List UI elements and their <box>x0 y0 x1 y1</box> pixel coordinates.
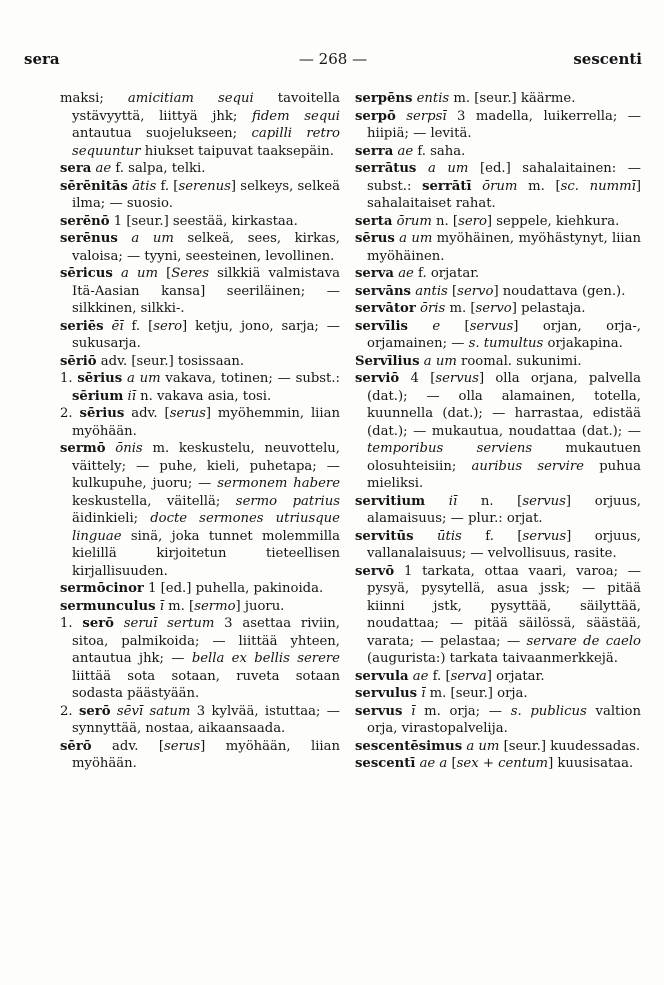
dictionary-entry <box>355 755 641 773</box>
headword: serō <box>82 616 114 631</box>
entry-text: m. [ <box>517 178 561 194</box>
headword: servula <box>355 668 409 684</box>
headword: serrātus <box>355 161 417 176</box>
entry-text: sēvī satum <box>116 703 191 719</box>
entry-text: Seres <box>171 266 209 281</box>
entry-text: myöhäinen, myöhästynyt, liian myöhäinen. <box>367 231 641 264</box>
dictionary-entry <box>355 703 641 738</box>
entry-text <box>416 161 428 176</box>
headword: sēricus <box>60 266 113 281</box>
headword: serrātī <box>422 178 472 194</box>
entry-text: ī <box>421 686 426 701</box>
entry-text: 1 [ed.] puhella, pakinoida. <box>143 581 324 596</box>
entry-text: adv. [ <box>124 406 170 421</box>
entry-text: m. [ <box>445 301 476 316</box>
entry-text: a um <box>423 353 457 369</box>
dictionary-entry <box>60 580 340 598</box>
headword: serō <box>78 703 111 719</box>
entry-text: f. [ <box>156 178 179 194</box>
entry-text: sermonem habere <box>217 476 340 491</box>
headword: sescentēsimus <box>355 738 463 754</box>
entry-text: tavoitella ystävyyttä, liittyä jhk; <box>72 91 340 124</box>
entry-text: ae <box>397 143 414 159</box>
dictionary-entry <box>355 738 641 756</box>
entry-text: serpsī <box>406 108 447 124</box>
entry-text: roomal. sukunimi. <box>456 353 582 369</box>
entry-text: ] orjuus, alamaisuus; — plur.: orjat. <box>367 493 641 526</box>
entry-text: ōrum <box>396 213 432 229</box>
entry-text <box>104 319 112 334</box>
dictionary-entry <box>355 108 641 143</box>
header-last-entry: sescenti <box>573 50 642 68</box>
entry-text: keskustella, väitellä; <box>72 493 236 509</box>
dictionary-entry <box>355 90 641 108</box>
entry-text: puhua mieliksi. <box>367 458 641 491</box>
entry-text <box>114 616 124 631</box>
dictionary-entry <box>355 668 641 686</box>
dictionary-entry <box>60 213 340 231</box>
headword: serpēns <box>355 91 413 106</box>
entry-text: bella ex bellis serere <box>191 651 340 666</box>
headword: sera <box>60 161 92 176</box>
entry-text: ] kuusisataa. <box>548 756 634 771</box>
entry-text: servare de caelo <box>526 633 641 649</box>
dictionary-entry <box>355 143 641 161</box>
entry-text: 1 [seur.] seestää, kirkastaa. <box>109 213 298 229</box>
entry-text: 3 asettaa riviin, sitoa, palmikoida; — liittää yhteen, antautua jhk; — <box>72 616 340 666</box>
entry-text: entis <box>416 91 450 106</box>
entry-text: n. vakava asia, tosi. <box>135 388 272 404</box>
entry-text: [ <box>157 266 172 281</box>
entry-text: ae a <box>419 756 448 771</box>
dictionary-entry <box>355 528 641 563</box>
entry-text: n. [ <box>431 213 459 229</box>
dictionary-entry <box>355 493 641 528</box>
headword: Servīlius <box>355 353 420 369</box>
entry-text: n. [ <box>457 493 523 509</box>
right-column <box>355 90 641 773</box>
dictionary-entry <box>60 615 340 703</box>
header-first-entry: sera <box>24 50 60 68</box>
entry-text: capilli retro sequuntur <box>72 126 340 159</box>
entry-text: ūtis <box>437 528 462 544</box>
dictionary-entry <box>355 370 641 493</box>
entry-text: antis <box>415 283 448 299</box>
entry-text: f. [ <box>123 318 154 334</box>
entry-text: ōrum <box>482 178 518 194</box>
entry-text: 4 [ <box>399 371 436 386</box>
entry-text: ] selkeys, selkeä ilma; — suosio. <box>72 178 340 211</box>
entry-text: sermo patrius <box>235 493 341 509</box>
entry-text: sermo <box>194 598 236 614</box>
entry-text: ae <box>412 668 429 684</box>
entry-text: servus <box>469 318 514 334</box>
entry-text: s. publicus <box>510 703 587 719</box>
entry-text: servus <box>435 371 479 386</box>
entry-text: amicitiam sequi <box>127 91 254 106</box>
entry-text: valtion orja, virastopalvelija. <box>367 703 641 736</box>
dictionary-entry <box>60 178 340 213</box>
headword: servitium <box>355 493 426 509</box>
entry-text: f. saha. <box>413 143 466 159</box>
entry-text: servo <box>457 283 494 299</box>
entry-text: ] olla orjana, palvella (dat.); — olla alamainen, totella, kuunnella (dat.); — harrastaa, edistää (dat.); — mukautua, noudattaa (dat.); — <box>367 371 641 439</box>
dictionary-entry <box>355 230 641 265</box>
headword: sērēnitās <box>60 178 128 194</box>
headword: servitūs <box>355 528 414 544</box>
entry-text: ēī <box>111 318 124 334</box>
entry-text: f. salpa, telki. <box>111 161 206 176</box>
headword: seriēs <box>60 318 104 334</box>
entry-text: [seur.] kuudessadas. <box>499 738 641 754</box>
entry-text: 2. <box>60 406 80 421</box>
entry-text: adv. [ <box>91 738 164 754</box>
headword: sērō <box>60 738 92 754</box>
entry-text: f. orjatar. <box>413 266 480 281</box>
entry-text <box>396 109 406 124</box>
entry-text: adv. [seur.] tosissaan. <box>96 353 245 369</box>
dictionary-entry <box>60 318 340 353</box>
entry-text <box>408 319 432 334</box>
entry-text: ae <box>95 161 112 176</box>
entry-text: a um <box>131 231 174 246</box>
headword: serta <box>355 213 393 229</box>
entry-text: sinä, joka tunnet molemmilla kielillä kirjoitetun tieteellisen kirjallisuuden. <box>72 528 340 579</box>
entry-text: ] myöhään, liian myöhään. <box>72 738 340 771</box>
dictionary-entry <box>60 265 340 318</box>
entry-text: ae <box>398 266 414 281</box>
entry-text: mukautuen olosuhteisiin; <box>367 441 641 474</box>
dictionary-entry <box>355 563 641 668</box>
entry-text: docte sermones utriusque linguae <box>72 511 340 544</box>
headword: serviō <box>355 371 400 386</box>
headword: serēnus <box>60 231 118 246</box>
entry-text: iī <box>448 493 458 509</box>
headword: serpō <box>355 108 396 124</box>
headword: sescentī <box>355 756 416 771</box>
dictionary-entry <box>355 353 641 371</box>
headword: sēriō <box>60 353 97 369</box>
entry-text <box>425 494 449 509</box>
entry-text: 1. <box>60 371 78 386</box>
entry-text: vakava, totinen; — subst.: <box>160 371 340 386</box>
dictionary-entry <box>60 703 340 738</box>
entry-text: silkkiä valmistava Itä-Aasian kansa] seeriläinen; — silkkinen, silkki-. <box>72 266 340 316</box>
entry-text: m. [seur.] käärme. <box>449 91 576 106</box>
dictionary-entry <box>60 440 340 580</box>
entry-text: ātis <box>132 178 157 194</box>
entry-text: ] ketju, jono, sarja; — sukusarja. <box>72 318 340 351</box>
entry-text: ī <box>411 703 416 719</box>
entry-text: temporibus serviens <box>367 441 533 456</box>
entry-text: maksi; <box>60 91 128 106</box>
entry-text: selkeä, sees, kirkas, valoisa; — tyyni, seesteinen, levollinen. <box>72 231 340 264</box>
entry-text: serva <box>450 668 487 684</box>
headword: servātor <box>355 301 416 316</box>
entry-text: e <box>432 318 441 334</box>
entry-text: m. orja; — <box>415 703 511 719</box>
entry-text: [ <box>447 283 458 299</box>
entry-text: m. [ <box>163 598 195 614</box>
entry-text: ī <box>159 598 164 614</box>
dictionary-entry <box>60 370 340 405</box>
headword: servus <box>355 703 403 719</box>
entry-text: sc. nummī <box>560 178 636 194</box>
entry-text: [ed.] sahalaitainen: — subst.: <box>367 161 641 194</box>
headword: serra <box>355 143 394 159</box>
entry-text: iī <box>127 388 136 404</box>
dictionary-entry <box>355 213 641 231</box>
entry-text: äidinkieli; <box>72 511 151 526</box>
entry-text: servo <box>475 301 512 316</box>
entry-text: f. [ <box>428 668 451 684</box>
entry-text: serus <box>164 738 201 754</box>
headword: servīlis <box>355 318 408 334</box>
entry-text: [ <box>440 318 470 334</box>
entry-text: ] orjan, orja-, orjamainen; — <box>367 318 641 351</box>
dictionary-entry <box>355 318 641 353</box>
headword: servō <box>355 563 395 579</box>
entry-text: ] orjatar. <box>486 668 545 684</box>
entry-text: orjakapina. <box>543 336 623 351</box>
entry-text: ] myöhemmin, liian myöhään. <box>72 406 340 439</box>
entry-text: a um <box>427 161 469 176</box>
entry-text: ] seppele, kiehkura. <box>486 213 620 229</box>
entry-text: f. [ <box>461 528 523 544</box>
dictionary-entry <box>355 283 641 301</box>
entry-text <box>402 704 411 719</box>
entry-text: auribus servire <box>471 458 584 474</box>
entry-text: a um <box>399 231 433 246</box>
entry-text <box>113 266 121 281</box>
dictionary-entry <box>355 685 641 703</box>
entry-text <box>471 179 482 194</box>
entry-text: servus <box>522 493 566 509</box>
entry-text: 3 madella, luikerrella; — hiipiä; — levitä. <box>367 108 641 141</box>
entry-text <box>106 441 116 456</box>
dictionary-entry <box>355 265 641 283</box>
dictionary-entry <box>60 598 340 616</box>
dictionary-entry <box>60 160 340 178</box>
headword: sērius <box>77 371 123 386</box>
entry-text: [ <box>447 756 457 771</box>
entry-text: ] juoru. <box>235 598 285 614</box>
left-column <box>60 90 340 773</box>
entry-text: m. keskustelu, neuvottelu, väittely; — puhe, kieli, puhetapa; — kulkupuhe, juoru; — <box>72 441 340 491</box>
dictionary-entry <box>355 300 641 318</box>
dictionary-entry <box>60 738 340 773</box>
entry-text: s. tumultus <box>468 336 544 351</box>
entry-text: a um <box>120 266 158 281</box>
page-header <box>24 50 642 74</box>
dictionary-entry <box>60 230 340 265</box>
dictionary-entry <box>60 90 340 160</box>
headword: serēnō <box>60 213 110 229</box>
entry-text: 1 tarkata, ottaa vaari, varoa; — pysyä, pysytellä, asua jssk; — pitää kiinni jstk, pysyttää, säilyttää, noudattaa; — pitää säilössä, säästää, varata; — pelastaa; — <box>367 563 641 649</box>
headword: sērus <box>355 231 395 246</box>
entry-text: sero <box>458 213 487 229</box>
entry-text: ōris <box>420 301 446 316</box>
entry-text <box>118 231 132 246</box>
page-number: — 268 — <box>298 50 368 68</box>
entry-text: (augurista:) tarkata taivaanmerkkejä. <box>367 651 618 666</box>
entry-text: m. [seur.] orja. <box>425 686 528 701</box>
headword: servāns <box>355 283 411 299</box>
entry-text: ] noudattava (gen.). <box>493 283 626 299</box>
entry-text: ] pelastaja. <box>511 301 586 316</box>
headword: sērius <box>79 406 125 421</box>
entry-text: serenus <box>178 178 231 194</box>
entry-text: 2. <box>60 703 79 719</box>
dictionary-entry <box>60 353 340 371</box>
headword: sermō <box>60 441 106 456</box>
entry-text <box>414 529 437 544</box>
dictionary-entry <box>60 405 340 440</box>
entry-text: 3 kylvää, istuttaa; — synnyttää, nostaa, aikaansaada. <box>72 703 340 736</box>
entry-text: sex + centum <box>456 756 549 771</box>
headword: serva <box>355 266 394 281</box>
entry-text: hiukset taipuvat taaksepäin. <box>140 143 334 159</box>
entry-text: servus <box>522 528 567 544</box>
headword: servulus <box>355 686 418 701</box>
dictionary-entry <box>355 160 641 213</box>
headword: sermōcinor <box>60 581 144 596</box>
entry-text: fidem sequi <box>252 108 340 124</box>
entry-text: serus <box>169 406 206 421</box>
entry-text: ] sahalaitaiset rahat. <box>367 178 641 211</box>
entry-text: ] orjuus, vallanalaisuus; — velvollisuus, rasite. <box>367 528 641 561</box>
entry-text: 1. <box>60 616 83 631</box>
entry-text: seruī sertum <box>123 616 215 631</box>
entry-text: a um <box>466 738 500 754</box>
entry-text: antautua suojelukseen; <box>72 126 252 141</box>
entry-text: liittää sota sotaan, ruveta sotaan sodasta päästyään. <box>72 668 340 701</box>
headword: sermunculus <box>60 598 156 614</box>
entry-text: a um <box>126 371 161 386</box>
entry-text: sero <box>153 318 183 334</box>
headword: sērium <box>72 388 124 404</box>
entry-text: ōnis <box>115 441 143 456</box>
